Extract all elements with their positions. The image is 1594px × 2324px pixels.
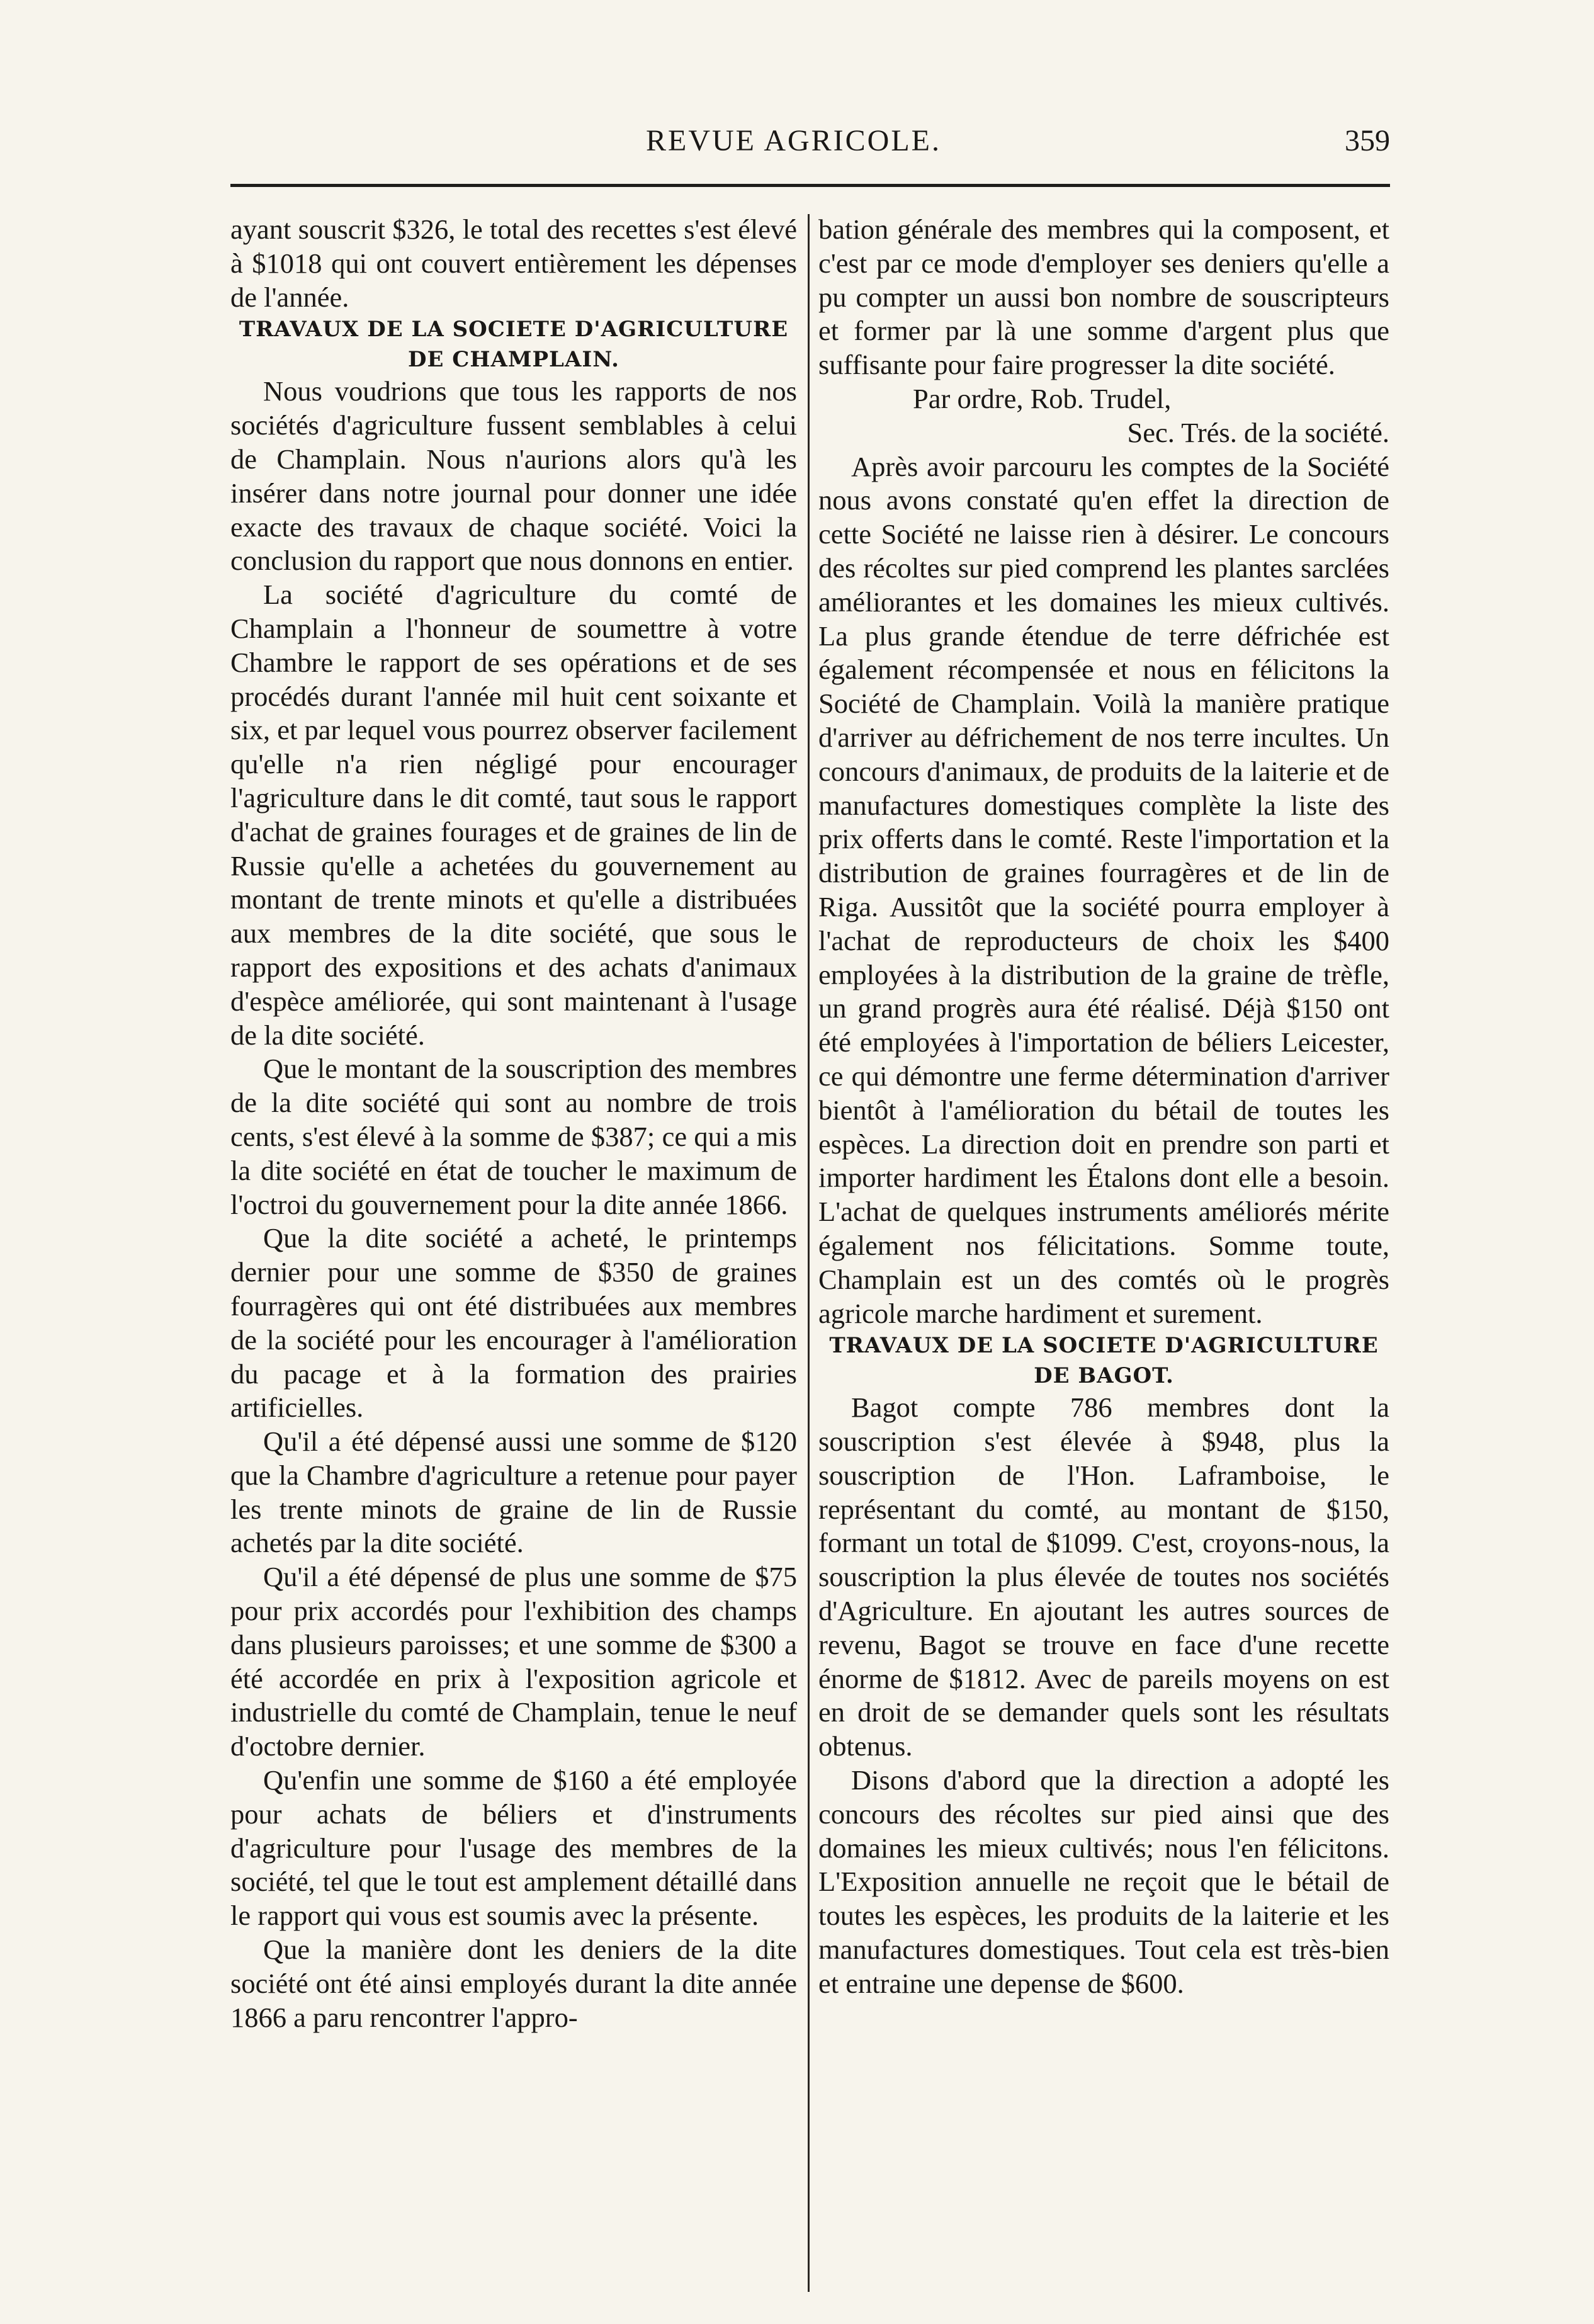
paragraph: Que la manière dont les deniers de la dite société ont été ainsi employés durant la dite année 1866 a paru rencontrer l'appro- xyxy=(230,1934,797,2033)
section-heading-bagot: TRAVAUX DE LA SOCIETE D'AGRICULTURE DE BAGOT. xyxy=(829,1333,1379,1389)
right-column xyxy=(818,213,1389,2001)
paragraph: Après avoir parcouru les comptes de la Société nous avons constaté qu'en effet la direction de cette Société ne laisse rien à désirer. Le concours des récoltes sur pied comprend les plantes sarclées améliorantes et les domaines les mieux cultivés. La plus grande étendue de terre défrichée est également récompensée et nous en félicitons la Société de Champlain. Voilà la manière pratique d'arriver au défrichement de nos terre incultes. Un concours d'animaux, de produits de la laiterie et de manufactures domestiques complète la liste des prix offerts dans le comté. Reste l'importation et la distribution de graines fourragères et de lin de Riga. Aussitôt que la société pourra employer à l'achat de reproducteurs de choix les $400 employées à la distribution de la graine de trèfle, un grand progrès aura été réalisé. Déjà $150 ont été employées à l'importation de béliers Leicester, ce qui démontre une ferme détermination d'arriver bientôt à l'amélioration du bétail de toutes les espèces. La direction doit en prendre son parti et importer hardiment les Étalons dont elle a besoin. L'achat de quelques instruments améliorés mérite également nos félicitations. Somme toute, Champlain est un des comtés où le progrès agricole marche hardiment et surement. xyxy=(818,450,1389,1329)
paragraph: Que le montant de la souscription des membres de la dite société qui sont au nombre de trois cents, s'est élevé à la somme de $387; ce qui a mis la dite société en état de toucher le maximum de l'octroi du gouvernement pour la dite année 1866. xyxy=(230,1053,797,1220)
signature-title: Sec. Trés. de la société. xyxy=(1127,416,1389,448)
paragraph: Disons d'abord que la direction a adopté les concours des récoltes sur pied ainsi que des domaines les mieux cultivés; nous l'en félicitons. L'Exposition annuelle ne reçoit que le bétail de toutes les espèces, les produits de la laiterie et les manufactures domestiques. Tout cela est très-bien et entraine une depense de $600. xyxy=(818,1764,1389,1999)
running-title: REVUE AGRICOLE. xyxy=(646,124,941,157)
paragraph: Bagot compte 786 membres dont la souscription s'est élevée à $948, plus la souscription de l'Hon. Laframboise, le représentant du comté, au montant de $150, formant un total de $1099. C'est, croyons-nous, la souscription la plus élevée de toutes nos sociétés d'Agriculture. En ajoutant les autres sources de revenu, Bagot se trouve en face d'une recette énorme de $1812. Avec de pareils moyens on est en droit de se demander quels sont les résultats obtenus. xyxy=(818,1392,1389,1762)
column-divider xyxy=(808,214,810,2292)
signature-line: Par ordre, Rob. Trudel, xyxy=(913,382,1172,414)
paragraph: Qu'il a été dépensé aussi une somme de $120 que la Chambre d'agriculture a retenue pour payer les trente minots de graine de lin de Russie achetés par la dite société. xyxy=(230,1426,797,1559)
left-column xyxy=(230,213,797,2034)
signature-block xyxy=(818,382,1389,450)
paragraph: Qu'enfin une somme de $160 a été employée pour achats de béliers et d'instruments d'agriculture pour l'usage des membres de la société, tel que le tout est amplement détaillé dans le rapport qui vous est soumis avec la présente. xyxy=(230,1764,797,1932)
header-rule xyxy=(230,184,1390,187)
paragraph: Que la dite société a acheté, le printemps dernier pour une somme de $350 de graines fourragères qui ont été distribuées aux membres de la société pour les encourager à l'amélioration du pacage et à la formation des prairies artificielles. xyxy=(230,1222,797,1424)
paragraph: bation générale des membres qui la composent, et c'est par ce mode d'employer ses deniers qu'elle a pu compter un aussi bon nombre de souscripteurs et former par là une somme d'argent plus que suffisante pour faire progresser la dite société. xyxy=(818,213,1389,381)
page-number: 359 xyxy=(1345,124,1390,157)
paragraph: La société d'agriculture du comté de Champlain a l'honneur de soumettre à votre Chambre le rapport de ses opérations et de ses procédés durant l'année mil huit cent soixante et six, et par lequel vous pourrez observer facilement qu'elle n'a rien négligé pour encourager l'agriculture dans le dit comté, taut sous le rapport d'achat de graines fourages et de graines de lin de Russie qu'elle a achetées du gouvernement au montant de trente minots et qu'elle a distribuées aux membres de la dite société, que sous le rapport des expositions et des achats d'animaux d'espèce améliorée, qui sont maintenant à l'usage de la dite société. xyxy=(230,579,797,1051)
paragraph: Qu'il a été dépensé de plus une somme de $75 pour prix accordés pour l'exhibition des champs dans plusieurs paroisses; et une somme de $300 a été accordée en prix à l'exposition agricole et industrielle du comté de Champlain, tenue le neuf d'octobre dernier. xyxy=(230,1561,797,1762)
section-heading-champlain: TRAVAUX DE LA SOCIETE D'AGRICULTURE DE CHAMPLAIN. xyxy=(239,317,789,373)
page-header xyxy=(230,123,1390,186)
paragraph: Nous voudrions que tous les rapports de nos sociétés d'agriculture fussent semblables à celui de Champlain. Nous n'aurions alors qu'à les insérer dans notre journal pour donner une idée exacte des travaux de chaque société. Voici la conclusion du rapport que nous donnons en entier. xyxy=(230,375,797,577)
paragraph: ayant souscrit $326, le total des recettes s'est élevé à $1018 qui ont couvert entièrement les dépenses de l'année. xyxy=(230,213,797,313)
